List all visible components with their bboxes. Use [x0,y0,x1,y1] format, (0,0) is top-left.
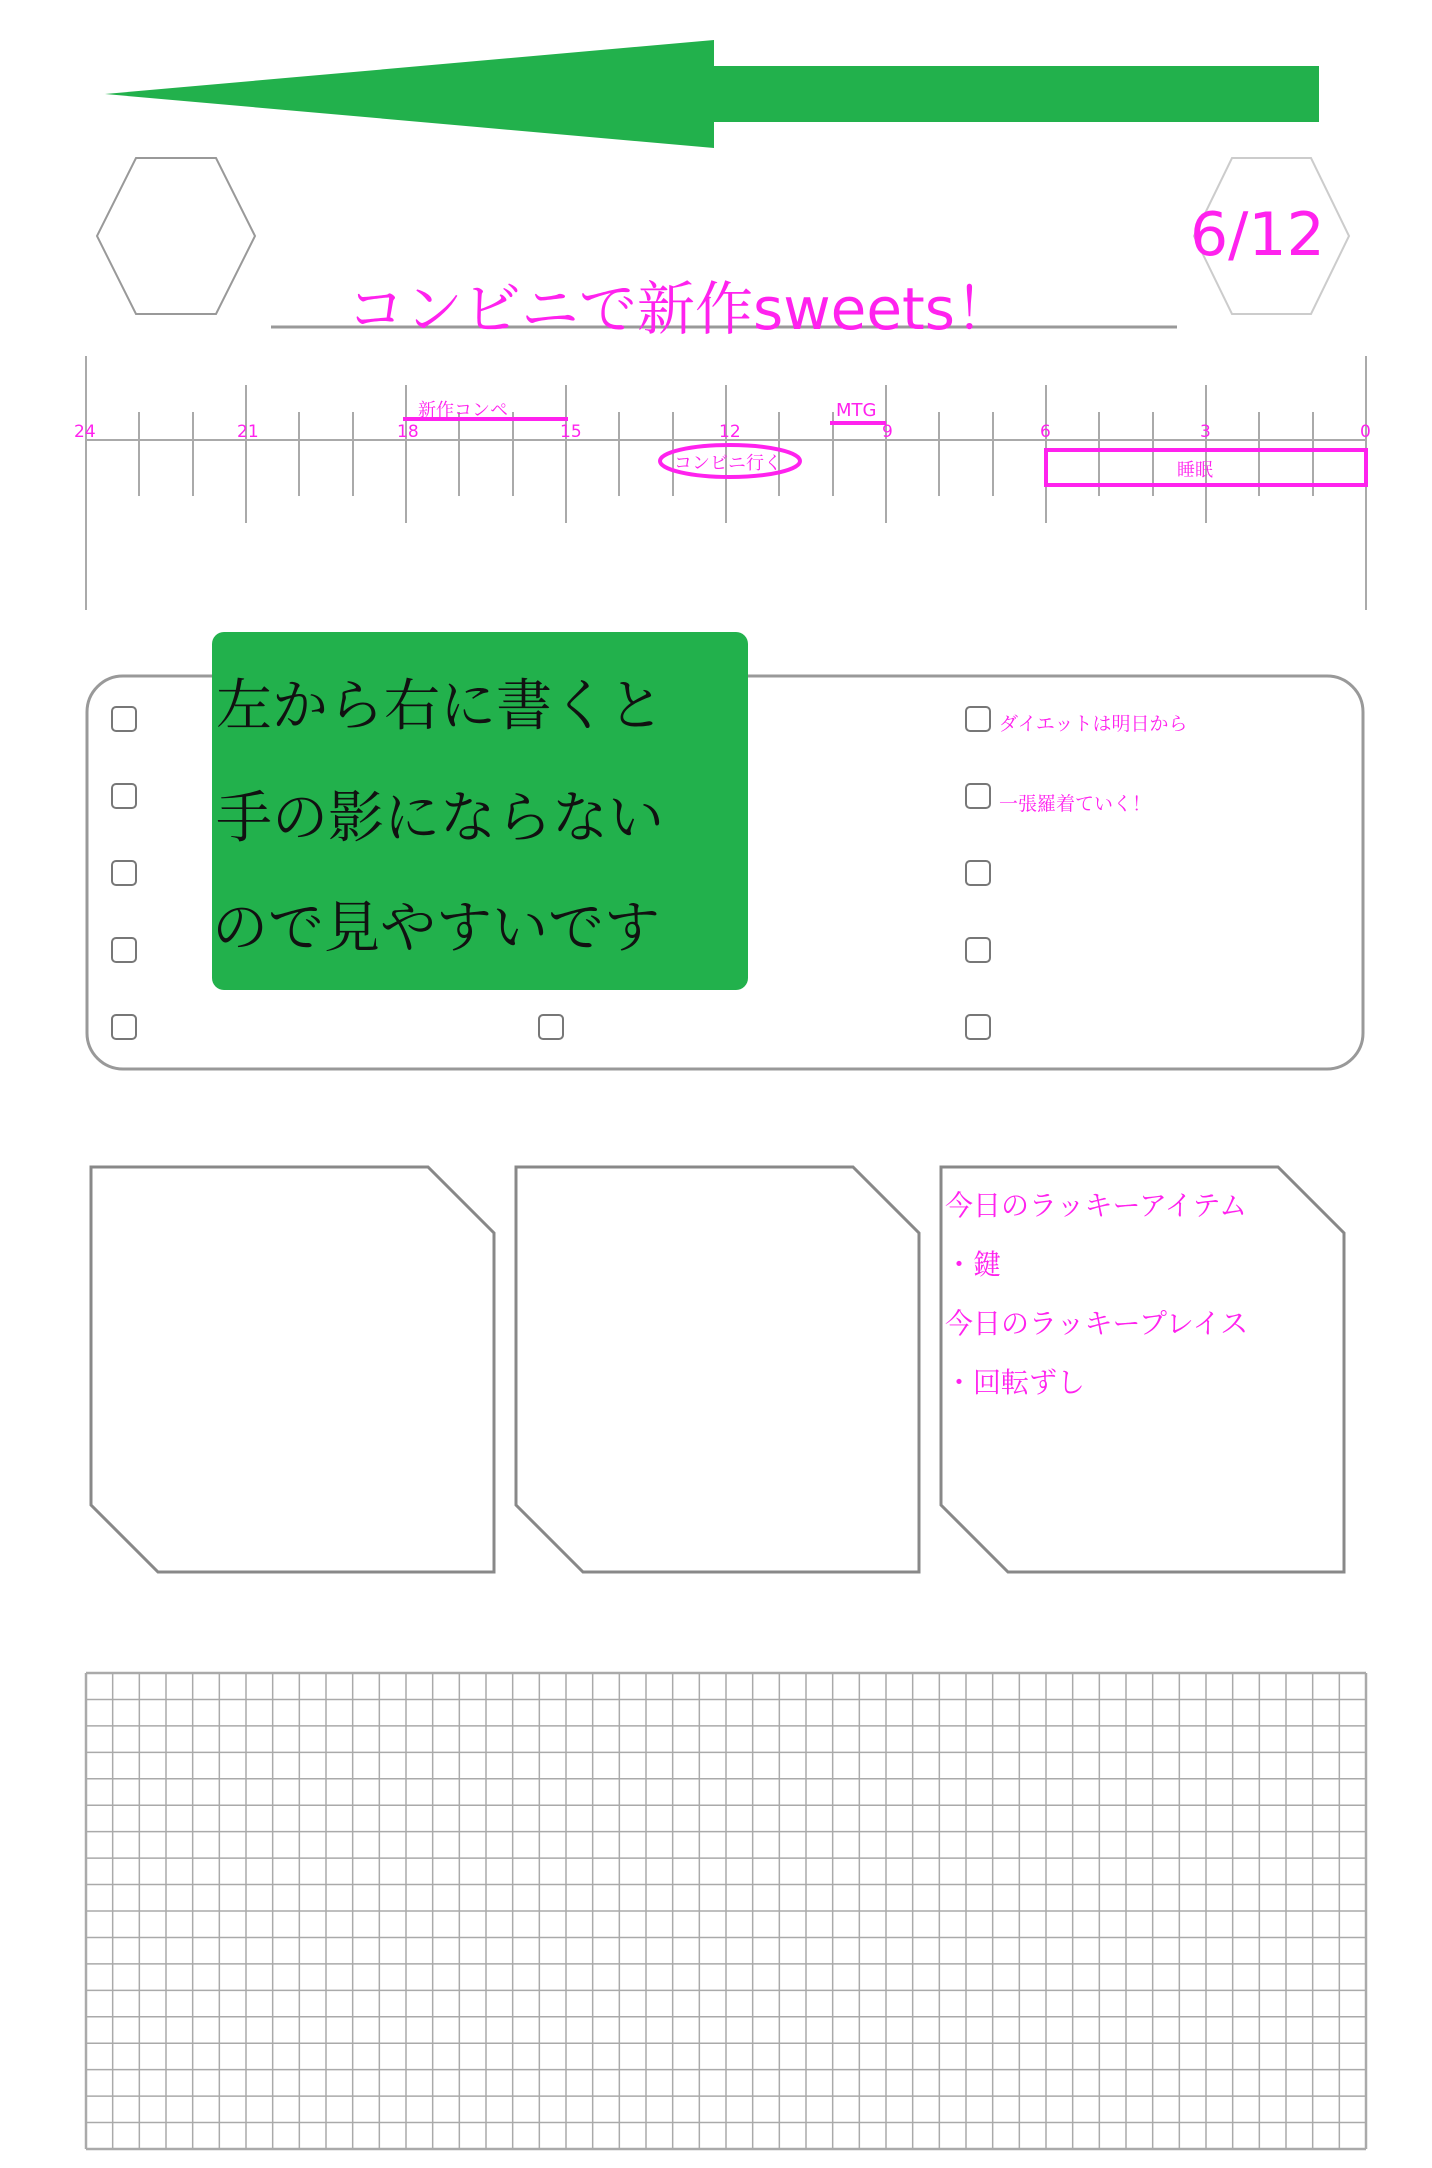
checkbox[interactable] [965,1014,991,1040]
checkbox[interactable] [111,860,137,886]
memo-box-1 [91,1167,494,1572]
event-label-contest: 新作コンペ [418,400,508,421]
sticky-note-line-2: 手の影にならない [216,786,664,851]
lucky-place-heading: 今日のラッキープレイス [945,1307,1249,1340]
checkbox[interactable] [111,706,137,732]
checkbox[interactable] [111,937,137,963]
checkbox[interactable] [111,1014,137,1040]
arrow-left-icon [105,40,1319,148]
lucky-item-heading: 今日のラッキーアイテム [945,1189,1248,1222]
hour-label-21: 21 [237,422,259,442]
lucky-item-value: ・鍵 [945,1248,1002,1281]
hour-label-9: 9 [882,422,893,442]
hour-label-6: 6 [1040,422,1051,442]
todo-item-diet: ダイエットは明日から [999,713,1188,735]
lucky-place-value: ・回転ずし [945,1366,1086,1399]
page-title: コンビニで新作sweets！ [347,275,1013,343]
todo-item-outfit: 一張羅着ていく！ [999,793,1152,815]
event-label-sleep: 睡眠 [1177,460,1213,481]
checkbox[interactable] [965,937,991,963]
event-label-mtg: MTG [836,400,877,421]
date-label: 6/12 [1190,200,1325,270]
checkbox[interactable] [965,706,991,732]
hour-label-18: 18 [397,422,419,442]
sticky-note-line-3: ので見やすいです [212,896,660,961]
hour-label-15: 15 [560,422,582,442]
grid-paper [86,1673,1366,2149]
hexagon-icon-left [97,158,255,314]
checkbox[interactable] [111,783,137,809]
checkbox[interactable] [538,1014,564,1040]
hour-label-0: 0 [1360,422,1371,442]
sticky-note-line-1: 左から右に書くと [216,674,664,739]
memo-box-2 [516,1167,919,1572]
hour-label-12: 12 [719,422,741,442]
sticky-note [212,632,748,990]
hour-label-24: 24 [74,422,96,442]
checkbox[interactable] [965,783,991,809]
checkbox[interactable] [965,860,991,886]
event-label-store: コンビニ行く [674,453,782,474]
hour-label-3: 3 [1200,422,1211,442]
